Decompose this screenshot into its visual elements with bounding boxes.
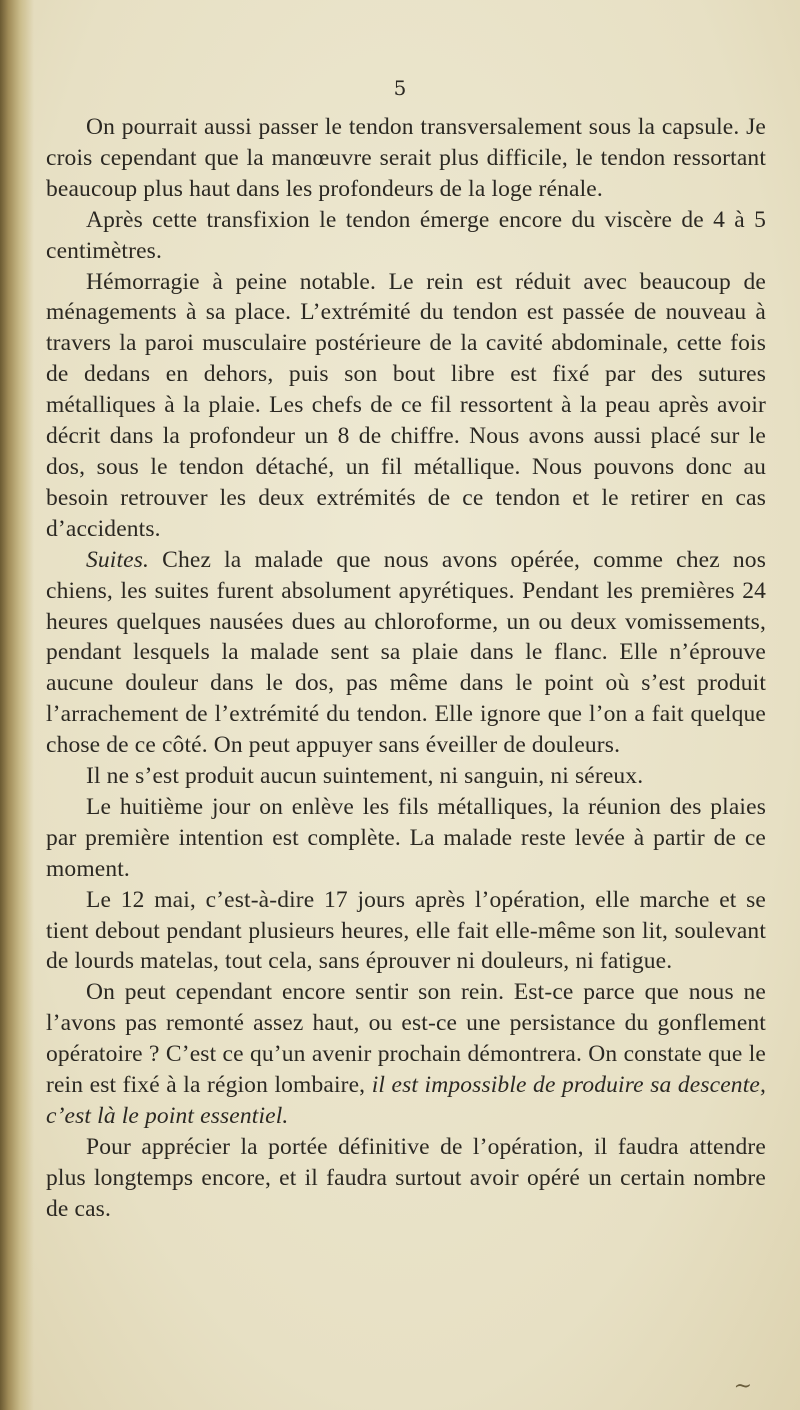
page-number: 5	[393, 76, 407, 100]
paragraph-6-text: Le huitième jour on enlève les fils métalliques, la réunion des plaies par première intention est complète. La malade reste levée à partir de ce moment.	[46, 793, 766, 882]
paragraph-4-lead: Suites.	[86, 546, 150, 573]
paragraph-7	[46, 885, 766, 978]
paragraph-3-text: Hémorragie à peine notable. Le rein est réduit avec beaucoup de ménagements à sa place. L’extrémité du tendon est passée de nouveau à travers la paroi musculaire postérieure de la cavité abdominale, cette fois de dedans en dehors, puis son bout libre est fixé par des sutures métalliques à la plaie. Les chefs de ce fil ressortent à la peau après avoir décrit dans la profondeur un 8 de chiffre. Nous avons aussi placé sur le dos, sous le tendon détaché, un fil métallique. Nous pouvons donc au besoin retrouver les deux extrémités de ce tendon et le retirer en cas d’accidents.	[46, 268, 766, 542]
paragraph-2-text: Après cette transfixion le tendon émerge encore du viscère de 4 à 5 centimètres.	[46, 206, 766, 264]
body-text	[46, 112, 766, 1225]
paragraph-8-text: On peut cependant encore sentir son rein. Est-ce parce que nous ne l’avons pas remonté assez haut, ou est-ce une persistance du gonflement opératoire ? C’est ce qu’un avenir prochain démontrera. On constate que le rein est fixé à la région lombaire,	[46, 979, 766, 1099]
paragraph-9-text: Pour apprécier la portée définitive de l’opération, il faudra attendre plus longtemps encore, et il faudra surtout avoir opéré un certain nombre de cas.	[46, 1133, 766, 1222]
paragraph-8-italic: il est impossible de produire sa descente, c’est là le point essentiel.	[46, 1072, 766, 1129]
paragraph-6	[46, 792, 766, 885]
paragraph-2	[46, 205, 766, 267]
page-binding-edge	[0, 0, 34, 1410]
paragraph-1	[46, 112, 766, 205]
paragraph-8	[46, 977, 766, 1132]
paragraph-3	[46, 267, 766, 545]
paragraph-7-text: Le 12 mai, c’est-à-dire 17 jours après l’opération, elle marche et se tient debout pendant plusieurs heures, elle fait elle-même son lit, soulevant de lourds matelas, tout cela, sans éprouver ni douleurs, ni fatigue.	[46, 886, 766, 975]
paragraph-5-text: Il ne s’est produit aucun suintement, ni sanguin, ni séreux.	[86, 763, 644, 790]
ink-smudge: ~	[733, 1374, 752, 1399]
paragraph-1-text: On pourrait aussi passer le tendon transversalement sous la capsule. Je crois cependant que la manœuvre serait plus difficile, le tendon ressortant beaucoup plus haut dans les profondeurs de la loge rénale.	[46, 114, 766, 202]
paragraph-4	[46, 545, 766, 761]
paragraph-9	[46, 1132, 766, 1225]
paragraph-4-text: Chez la malade que nous avons opérée, comme chez nos chiens, les suites furent absolument apyrétiques. Pendant les premières 24 heures quelques nausées dues au chloroforme, un ou deux vomissements, pendant lesquels la malade sent sa plaie dans le flanc. Elle n’éprouve aucune douleur dans le dos, pas même dans le point où s’est produit l’arrachement de l’extrémité du tendon. Elle ignore que l’on a fait quelque chose de ce côté. On peut appuyer sans éveiller de douleurs.	[46, 546, 766, 759]
paragraph-5	[46, 761, 766, 792]
